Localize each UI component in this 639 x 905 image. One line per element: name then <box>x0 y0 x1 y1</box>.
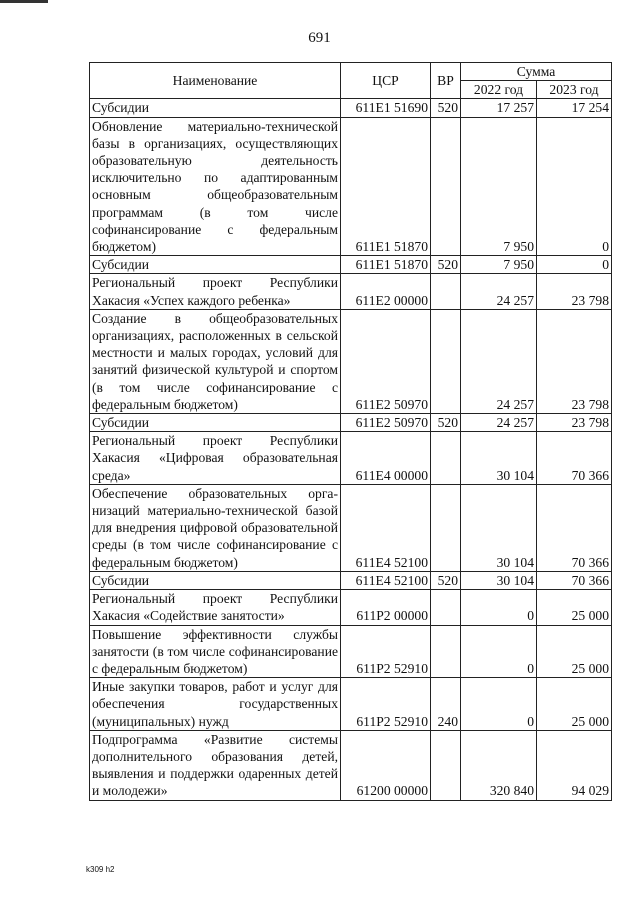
table-row <box>90 571 612 589</box>
row-sum-2023-cell: 25 000 <box>537 678 612 731</box>
row-sum-2023-cell: 70 366 <box>537 432 612 485</box>
header-vr: ВР <box>431 63 461 99</box>
row-sum-2023-cell: 0 <box>537 256 612 274</box>
row-csr-cell: 611E2 00000 <box>341 274 431 309</box>
row-sum-2022-cell: 7 950 <box>461 117 537 256</box>
table-row <box>90 590 612 625</box>
row-name-cell: Региональный проект Республики Хакасия «Содействие занятости» <box>90 590 341 625</box>
table-row <box>90 274 612 309</box>
row-vr-cell: 240 <box>431 678 461 731</box>
row-vr-cell <box>431 117 461 256</box>
row-name-cell: Региональный проект Республики Хакасия «Успех каждого ребенка» <box>90 274 341 309</box>
row-sum-2022-cell: 24 257 <box>461 274 537 309</box>
row-sum-2022-cell: 30 104 <box>461 571 537 589</box>
row-name-cell: Обеспечение образовательных организаций материально-технической базой для внедрения цифровой образовательной среды (в том числе софинансирование с федеральным бюджетом) <box>90 484 341 571</box>
row-sum-2022-cell: 17 257 <box>461 99 537 117</box>
row-sum-2023-cell: 25 000 <box>537 625 612 678</box>
row-vr-cell <box>431 730 461 800</box>
row-csr-cell: 611E2 50970 <box>341 414 431 432</box>
row-vr-cell: 520 <box>431 414 461 432</box>
row-sum-2022-cell: 24 257 <box>461 414 537 432</box>
table-row <box>90 730 612 800</box>
row-name-cell: Субсидии <box>90 571 341 589</box>
table-body <box>90 99 612 800</box>
header-csr: ЦСР <box>341 63 431 99</box>
row-sum-2022-cell: 7 950 <box>461 256 537 274</box>
row-name-cell: Иные закупки товаров, работ и услуг для обеспечения государственных (муниципальных) нужд <box>90 678 341 731</box>
row-name-cell: Создание в общеобразовательных организациях, расположенных в сельской местности и малых городах, условий для занятий физической культурой и спортом (в том числе софинансирование с федеральным бюджетом) <box>90 309 341 413</box>
row-csr-cell: 611P2 52910 <box>341 678 431 731</box>
row-name-cell: Субсидии <box>90 99 341 117</box>
row-csr-cell: 61200 00000 <box>341 730 431 800</box>
row-vr-cell <box>431 432 461 485</box>
row-sum-2022-cell: 30 104 <box>461 432 537 485</box>
table-row <box>90 678 612 731</box>
row-csr-cell: 611E4 00000 <box>341 432 431 485</box>
row-vr-cell: 520 <box>431 256 461 274</box>
table-row <box>90 256 612 274</box>
row-sum-2023-cell: 94 029 <box>537 730 612 800</box>
row-sum-2023-cell: 70 366 <box>537 571 612 589</box>
table-row <box>90 309 612 413</box>
row-sum-2022-cell: 0 <box>461 625 537 678</box>
row-name-cell: Повышение эффективности службы занятости (в том числе софинансирование с федеральным бюджетом) <box>90 625 341 678</box>
row-csr-cell: 611E1 51870 <box>341 117 431 256</box>
table-row <box>90 432 612 485</box>
header-year-2022: 2022 год <box>461 81 537 99</box>
row-csr-cell: 611E1 51690 <box>341 99 431 117</box>
row-sum-2023-cell: 23 798 <box>537 274 612 309</box>
row-csr-cell: 611E4 52100 <box>341 571 431 589</box>
row-csr-cell: 611P2 52910 <box>341 625 431 678</box>
row-name-cell: Субсидии <box>90 256 341 274</box>
budget-table <box>89 62 612 801</box>
header-name: Наименование <box>90 63 341 99</box>
row-sum-2023-cell: 17 254 <box>537 99 612 117</box>
row-sum-2023-cell: 23 798 <box>537 414 612 432</box>
row-sum-2022-cell: 0 <box>461 678 537 731</box>
row-vr-cell <box>431 590 461 625</box>
table-row <box>90 99 612 117</box>
header-sum: Сумма <box>461 63 612 81</box>
row-vr-cell: 520 <box>431 99 461 117</box>
row-csr-cell: 611P2 00000 <box>341 590 431 625</box>
row-csr-cell: 611E1 51870 <box>341 256 431 274</box>
row-sum-2023-cell: 23 798 <box>537 309 612 413</box>
row-csr-cell: 611E4 52100 <box>341 484 431 571</box>
row-name-cell: Подпрограмма «Развитие системы дополнительного образования детей, выявления и поддержки одаренных детей и молодежи» <box>90 730 341 800</box>
table-row <box>90 484 612 571</box>
row-vr-cell <box>431 274 461 309</box>
page-number: 691 <box>308 30 331 46</box>
row-sum-2022-cell: 24 257 <box>461 309 537 413</box>
table-row <box>90 414 612 432</box>
row-sum-2023-cell: 25 000 <box>537 590 612 625</box>
header-year-2023: 2023 год <box>537 81 612 99</box>
row-vr-cell: 520 <box>431 571 461 589</box>
row-name-cell: Обновление материально-технической базы в организациях, осуществляющих образовательную деятельность исключительно по адаптированным основным общеобразовательным программам (в том числе софинансирование с федеральным бюджетом) <box>90 117 341 256</box>
row-name-cell: Субсидии <box>90 414 341 432</box>
row-sum-2022-cell: 0 <box>461 590 537 625</box>
footer-code: k309 h2 <box>86 865 115 874</box>
row-sum-2023-cell: 70 366 <box>537 484 612 571</box>
table-row <box>90 625 612 678</box>
row-vr-cell <box>431 484 461 571</box>
top-edge-mark <box>0 0 48 3</box>
row-csr-cell: 611E2 50970 <box>341 309 431 413</box>
table-row <box>90 117 612 256</box>
row-name-cell: Региональный проект Республики Хакасия «Цифровая образовательная среда» <box>90 432 341 485</box>
row-vr-cell <box>431 625 461 678</box>
row-sum-2023-cell: 0 <box>537 117 612 256</box>
row-sum-2022-cell: 30 104 <box>461 484 537 571</box>
row-sum-2022-cell: 320 840 <box>461 730 537 800</box>
row-vr-cell <box>431 309 461 413</box>
